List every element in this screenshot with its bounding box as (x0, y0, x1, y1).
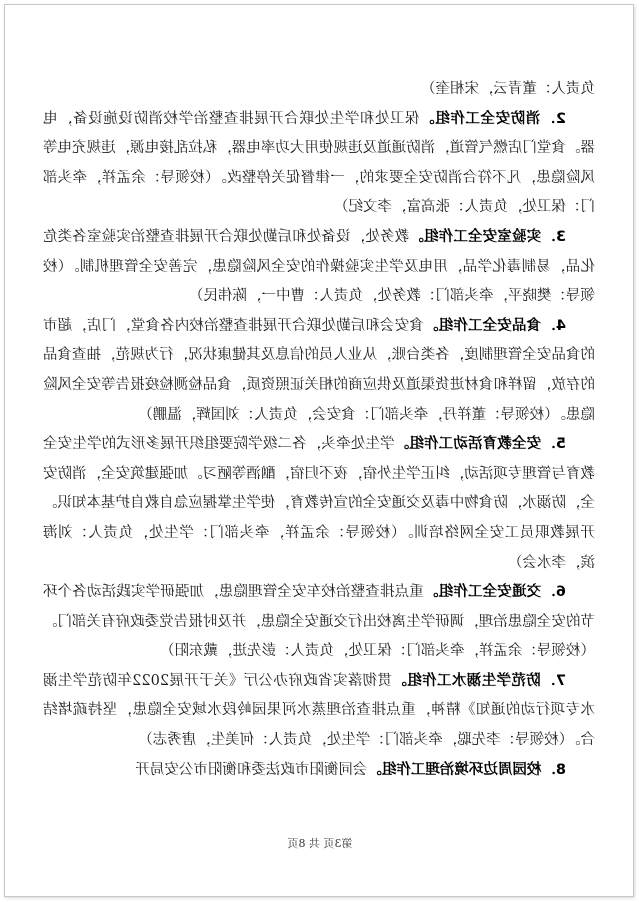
section-2 (43, 105, 595, 223)
section-heading: 5．安全教育活动工作组。 (394, 436, 566, 453)
continuation-text: 负责人：董青云，宋相奎） (421, 81, 595, 97)
section-body: 教务处，设备处和后勤处联合开展排查整治实验室各类危化品，易制毒化学品，用电及学生实验操作的安全风险隐患，完善安全管理机制。（校领导：樊晓平，牵头部门：教务处，负责人：曹中一，陈伟民） (42, 228, 595, 305)
mirrored-scan (5, 5, 635, 898)
section-heading: 8．校园周边环境治理工作组。 (367, 761, 566, 778)
section-body: 重点排查整治校车安全管理隐患，加强研学实践活动各个环节的安全隐患治理，调研学生离校出行交通安全隐患，并及时报告党委政府有关部门。（校领导：余孟祥，牵头部门：保卫处，负责人：彭先进，戴东阳） (43, 584, 595, 660)
section-7 (43, 667, 595, 756)
section-5 (43, 430, 595, 578)
section-body: 会同衡阳市政法委和衡阳市公安局开 (135, 761, 368, 778)
section-body: 保卫处和学生处联合开展排查整治学校消防设施设备，电器。食堂门店燃气管道，消防通道及违规使用大功率电器，私拉乱接电源，违规充电等风险隐患，凡不符合消防安全要求的，一律督促关停整改。（校领导：余孟祥，牵头部门：保卫处，负责人：张高富，李文纪） (42, 110, 595, 216)
section-6 (43, 578, 595, 667)
section-8 (43, 756, 595, 786)
section-body: 食安会和后勤处联合开展排查整治校内各食堂，门店，超市的食品安全管理制度，各类台账，从业人员的信息及其健康状况，行为规范，抽查食品的存放，留样和食材进货渠道及供应商的相关证照资质，食品检测检疫报告等安全风险隐患。（校领导：董祥丹，牵头部门：食安会，负责人：刘国辉，温鹏） (43, 317, 595, 423)
section-heading: 6．交通安全工作组。 (423, 584, 566, 601)
section-body: 学生处牵头，各二级学院要组织开展多形式的学生安全教育与管理专项活动，纠正学生外宿，夜不归宿，酗酒等陋习。加强建筑安全，消防安全，防溺水，防食物中毒及交通安全的宣传教育，使学生掌握应急自救自护基本知识。开展教职员工安全网络培训。（校领导：余孟祥，牵头部门：学生处，负责人：刘海滨，李水会） (42, 436, 595, 571)
page-number: 第3页 共 8页 (287, 837, 353, 850)
document-page (4, 4, 634, 897)
section-heading: 7．防范学生溺水工作组。 (392, 672, 566, 689)
section-heading: 2．消防安全工作组。 (419, 110, 566, 127)
continuation-line (43, 75, 595, 105)
section-4 (43, 312, 595, 430)
body-text (43, 75, 595, 785)
section-body: 贯彻落实省政府办公厅《关于开展2022年防范学生溺水专项行动的通知》精神，重点排查治理蒸水河果园岭段水域安全隐患，坚持疏堵结合。（校领导：李先聪，牵头部门：学生处，负责人：何美生，唐秀志） (43, 672, 595, 749)
section-heading: 3．实验室安全工作组。 (409, 228, 566, 245)
section-3 (43, 223, 595, 312)
section-heading: 4．食品安全工作组。 (423, 317, 566, 334)
